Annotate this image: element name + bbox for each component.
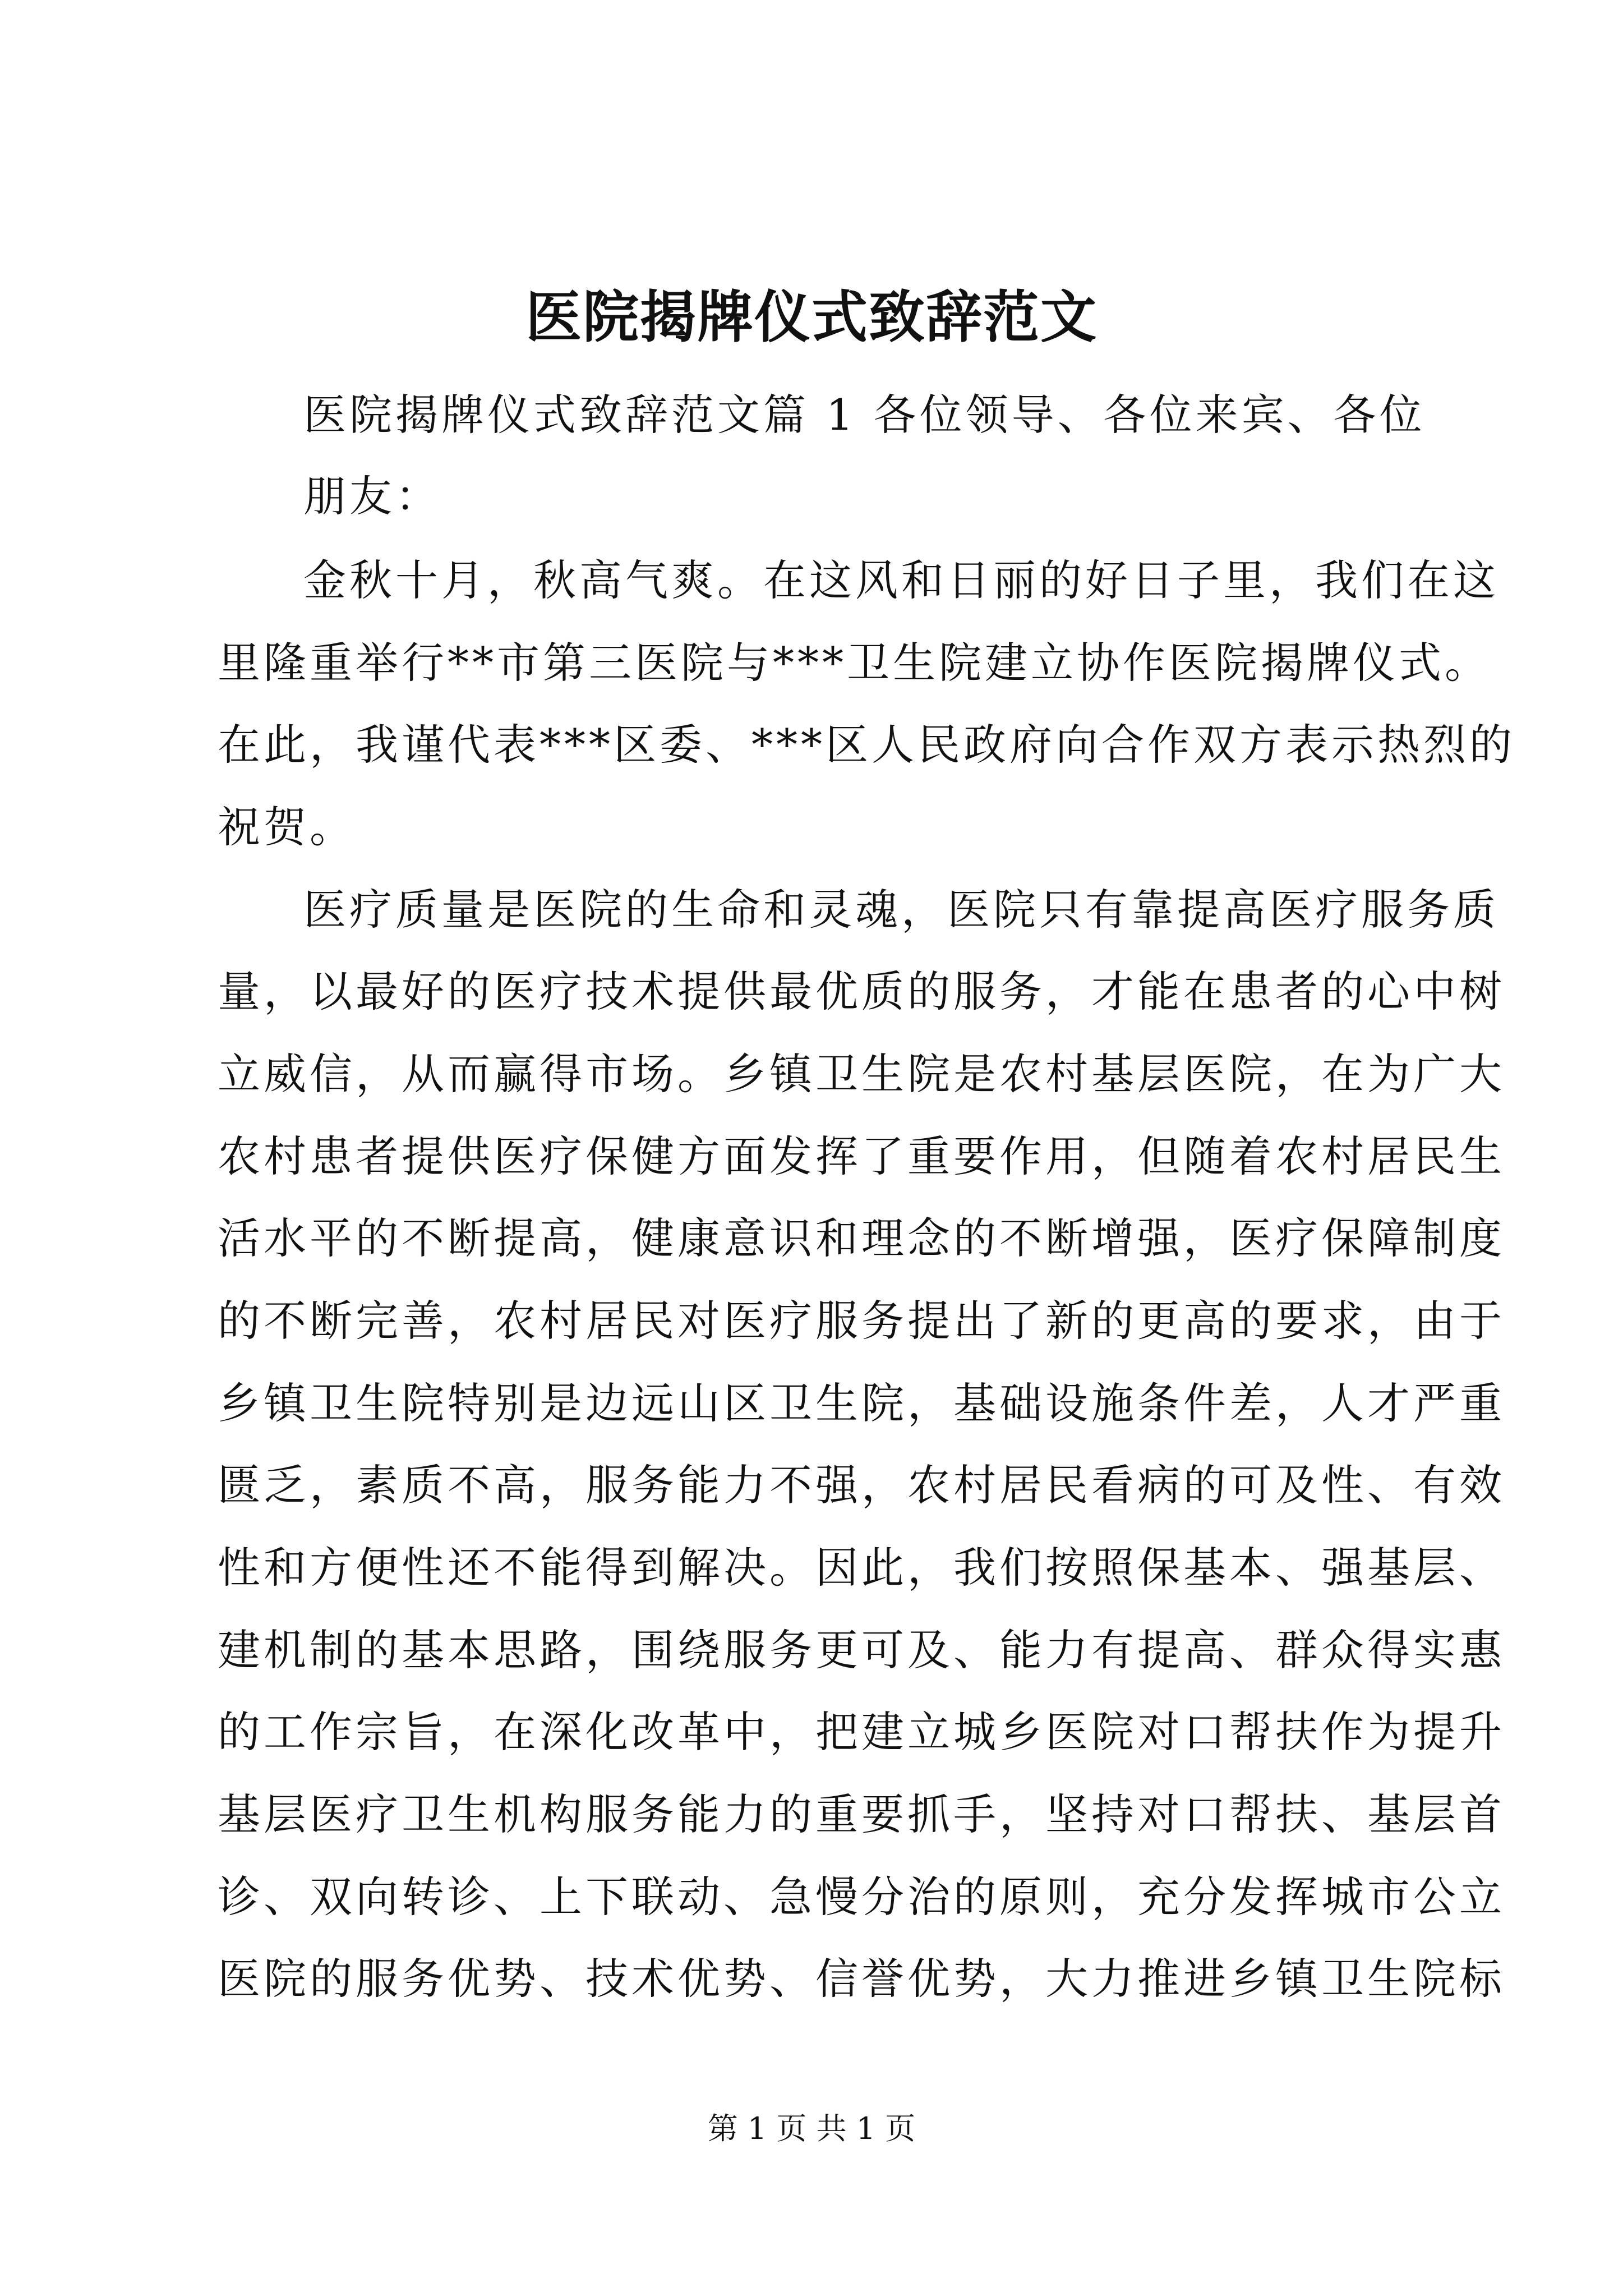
body-line: 的工作宗旨，在深化改革中，把建立城乡医院对口帮扶作为提升 — [218, 1707, 1505, 1757]
body-line: 在此，我谨代表***区委、***区人民政府向合作双方表示热烈的 — [218, 720, 1515, 770]
body-line: 医院揭牌仪式致辞范文篇 1 各位领导、各位来宾、各位 — [303, 390, 1426, 440]
body-line: 金秋十月，秋高气爽。在这风和日丽的好日子里，我们在这 — [303, 555, 1499, 605]
body-line: 的不断完善，农村居民对医疗服务提出了新的更高的要求，由于 — [218, 1296, 1505, 1346]
body-line: 医院的服务优势、技术优势、信誉优势，大力推进乡镇卫生院标 — [218, 1954, 1505, 2004]
body-line: 匮乏，素质不高，服务能力不强，农村居民看病的可及性、有效 — [218, 1460, 1505, 1510]
document-title: 医院揭牌仪式致辞范文 — [525, 284, 1098, 350]
body-line: 性和方便性还不能得到解决。因此，我们按照保基本、强基层、 — [218, 1543, 1505, 1593]
body-line: 立威信，从而赢得市场。乡镇卫生院是农村基层医院，在为广大 — [218, 1049, 1505, 1099]
body-line: 建机制的基本思路，围绕服务更可及、能力有提高、群众得实惠 — [218, 1625, 1505, 1675]
body-line: 量，以最好的医疗技术提供最优质的服务，才能在患者的心中树 — [218, 967, 1505, 1016]
body-line: 基层医疗卫生机构服务能力的重要抓手，坚持对口帮扶、基层首 — [218, 1789, 1505, 1839]
body-line: 里隆重举行**市第三医院与***卫生院建立协作医院揭牌仪式。 — [218, 638, 1491, 688]
body-line: 诊、双向转诊、上下联动、急慢分治的原则，充分发挥城市公立 — [218, 1872, 1505, 1922]
body-line: 祝贺。 — [218, 802, 356, 852]
body-line: 活水平的不断提高，健康意识和理念的不断增强，医疗保障制度 — [218, 1213, 1505, 1263]
body-line: 乡镇卫生院特别是边远山区卫生院，基础设施条件差，人才严重 — [218, 1378, 1505, 1428]
body-line: 朋友： — [303, 471, 441, 521]
body-line: 医疗质量是医院的生命和灵魂，医院只有靠提高医疗服务质 — [303, 885, 1499, 935]
page-footer: 第 1 页 共 1 页 — [707, 2111, 916, 2146]
body-line: 农村患者提供医疗保健方面发挥了重要作用，但随着农村居民生 — [218, 1131, 1505, 1181]
